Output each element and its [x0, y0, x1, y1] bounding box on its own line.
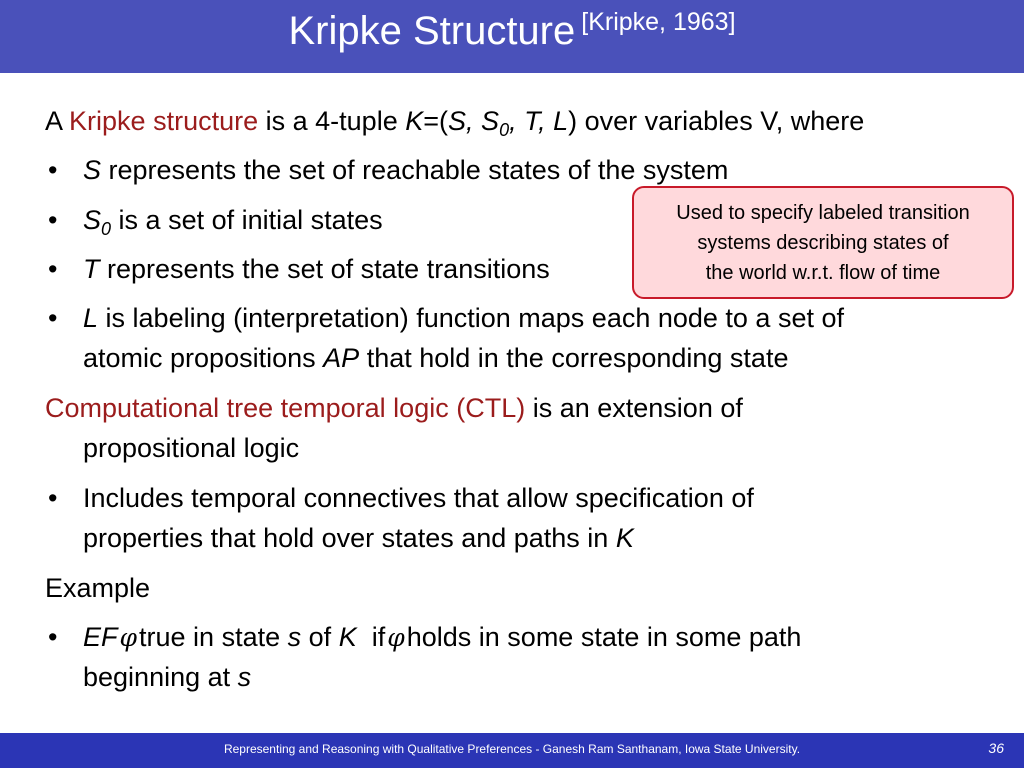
sym-k: K [615, 523, 634, 553]
example-t4: holds in some state in some path [406, 622, 802, 652]
def-s: S, [448, 106, 474, 136]
ctl-bullet-text: properties that hold over states and paths in [83, 523, 609, 553]
slide-number: 36 [988, 740, 1004, 756]
example-bullet-line2 [83, 664, 251, 691]
bullet-t [83, 256, 550, 283]
callout-line2: systems describing states of [697, 231, 949, 254]
example-line2: beginning at [83, 662, 231, 692]
sym-k-example: K [338, 622, 357, 652]
sym-s0-sub: 0 [101, 219, 112, 239]
bullet-marker: • [48, 483, 58, 513]
bullet-marker: • [48, 622, 58, 652]
bullet-l-text2a: atomic propositions [83, 343, 316, 373]
bullet-l [83, 305, 844, 332]
def-s0-sub: 0 [499, 120, 510, 140]
def-eq: =( [423, 106, 449, 136]
callout-box [632, 186, 1014, 299]
title-citation: [Kripke, 1963] [581, 8, 736, 36]
callout-line1: Used to specify labeled transition [676, 201, 970, 224]
example-t1: true in state [139, 622, 281, 652]
bullet-marker: • [48, 205, 58, 235]
def-mid: is a 4-tuple [265, 106, 398, 136]
definition-line [45, 108, 864, 139]
bullet-t-text: represents the set of state transitions [107, 254, 550, 284]
callout-line3: the world w.r.t. flow of time [705, 261, 941, 284]
bullet-l-line2 [83, 345, 788, 372]
def-tail: ) over variables V, where [568, 106, 865, 136]
phi-symbol: φ [387, 623, 405, 652]
example-t2: of [308, 622, 332, 652]
phi-symbol: φ [119, 623, 138, 652]
def-k: K [405, 106, 424, 136]
footer-text: Representing and Reasoning with Qualitative Preferences - Ganesh Ram Santhanam, Iowa State University. [223, 742, 801, 756]
sym-s: S [83, 155, 102, 185]
bullet-l-text2b: that hold in the corresponding state [366, 343, 789, 373]
bullet-s0 [83, 207, 383, 238]
sym-t: T [83, 254, 100, 284]
bullet-s0-text: is a set of initial states [118, 205, 383, 235]
bullet-marker: • [48, 254, 58, 284]
def-s0: S [481, 106, 500, 136]
kripke-structure-term: Kripke structure [69, 106, 259, 136]
sym-ap: AP [323, 343, 360, 373]
bullet-s-text: represents the set of reachable states of the system [108, 155, 729, 185]
ctl-rest: is an extension of [532, 393, 743, 423]
ctl-line [45, 395, 743, 422]
bullet-l-text1: is labeling (interpretation) function maps each node to a set of [105, 303, 844, 333]
example-bullet-line1 [83, 624, 801, 651]
ctl-line2: propositional logic [83, 433, 300, 463]
sym-s-begin: s [237, 662, 252, 692]
example-t3: if [371, 622, 386, 652]
sym-s0: S [83, 205, 102, 235]
example-heading: Example [45, 573, 151, 603]
def-a: A [45, 106, 62, 136]
ctl-bullet-line2 [83, 525, 634, 552]
ctl-term: Computational tree temporal logic (CTL) [45, 393, 526, 423]
sym-l: L [83, 303, 99, 333]
footer-bar [0, 733, 1024, 768]
ctl-bullet-line1: Includes temporal connectives that allow specification of [83, 483, 754, 513]
bullet-marker: • [48, 303, 58, 333]
sym-s-state: s [287, 622, 302, 652]
sym-ef: EF [83, 622, 118, 652]
def-rest-vars: , T, L [509, 106, 569, 136]
bullet-marker: • [48, 155, 58, 185]
bullet-s [83, 157, 728, 184]
title-main: Kripke Structure [288, 9, 576, 53]
